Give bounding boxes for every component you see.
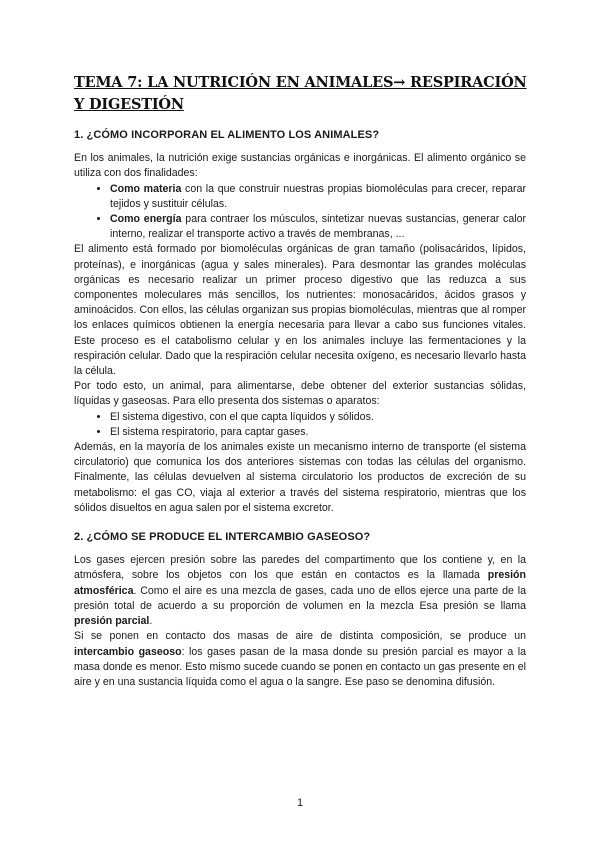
section-1-intro: En los animales, la nutrición exige sustancias orgánicas e inorgánicas. El alimento orgánico se utiliza con dos finalidades: (74, 152, 526, 180)
text-run: . Como el aire es una mezcla de gases, cada uno de ellos ejerce una parte de la presión total de acuerdo a su proporción de volumen en la mezcla Esa presión se llama (74, 584, 526, 612)
bold-term: presión atmosférica (74, 569, 526, 597)
list-item: • El sistema digestivo, con el que capta líquidos y sólidos. (110, 410, 526, 425)
systems-list (74, 410, 526, 440)
text-run: : los gases pasan de la masa donde su presión parcial es mayor a la masa donde es menor. Esto mismo sucede cuando se ponen en contacto un gas presente en el aire y en una sustancia líquida como el agua o la sangre. Ese paso se denomina difusión. (74, 645, 526, 688)
list-item-text: para contraer los músculos, sintetizar nuevas sustancias, generar calor interno, realizar el transporte activo a través de membranas, ... (110, 213, 526, 241)
list-item: • El sistema respiratorio, para captar gases. (110, 425, 526, 440)
section-2-paragraph (74, 629, 526, 690)
list-item-bold: Como materia (110, 182, 182, 195)
section-2-heading: 2. ¿CÓMO SE PRODUCE EL INTERCAMBIO GASEOSO? (74, 531, 371, 544)
section-1-heading: 1. ¿CÓMO INCORPORAN EL ALIMENTO LOS ANIMALES? (74, 129, 380, 141)
purpose-list (74, 182, 526, 243)
page-title: TEMA 7: LA NUTRICIÓN EN ANIMALES→ RESPIRACIÓN Y DIGESTIÓN (74, 74, 527, 113)
list-item-text: con la que construir nuestras propias biomoléculas para crecer, reparar tejidos y sustituir células. (110, 182, 526, 210)
bold-term: presión parcial (74, 615, 150, 628)
section-1-paragraph: Además, en la mayoría de los animales existe un mecanismo interno de transporte (el sistema circulatorio) que comunica los dos anteriores sistemas con todas las células del organismo. Finalmente, las células devuelven al sistema circulatorio los productos de excreción de su metabolismo: el gas CO, viaja al exterior a través del sistema respiratorio, mientras que los sólidos disueltos en agua salen por el sistema excretor. (74, 441, 526, 514)
list-item (110, 212, 526, 242)
bold-term: intercambio gaseoso (74, 645, 182, 658)
section-2-paragraph (74, 553, 526, 629)
page-number: 1 (296, 797, 304, 809)
section-1-paragraph: El alimento está formado por biomoléculas orgánicas de gran tamaño (polisacáridos, lípidos, proteínas), e inorgánicas (agua y sales minerales). Para desmontar las grandes moléculas orgánicas es necesario realizar un primer proceso digestivo que las reduzca a sus componentes moleculares más sencillos, los nutrientes: monosacáridos, ácidos grasos y aminoácidos. Con ellos, las células organizan sus propias biomoléculas, mientras que al romper los enlaces químicos obtienen la energía necesaria para llevar a cabo sus funciones vitales. Este proceso es el catabolismo celular y en los animales incluye las fermentaciones y la respiración celular. Dado que la respiración celular necesita oxígeno, es necesario llevarlo hasta la célula. (74, 243, 526, 378)
list-item-bold: Como energía (110, 213, 182, 226)
text-run: . (149, 615, 153, 628)
text-run: Los gases ejercen presión sobre las paredes del compartimento que los contiene y, en la atmósfera, sobre los objetos con los que están en contactos es la llamada (74, 554, 526, 582)
text-run: Si se ponen en contacto dos masas de aire de distinta composición, se produce un (74, 630, 526, 643)
list-item (110, 182, 526, 212)
section-1-paragraph: Por todo esto, un animal, para alimentarse, debe obtener del exterior sustancias sólidas, líquidas y gaseosas. Para ello presenta dos sistemas o aparatos: (74, 380, 526, 408)
document-body (74, 128, 526, 690)
